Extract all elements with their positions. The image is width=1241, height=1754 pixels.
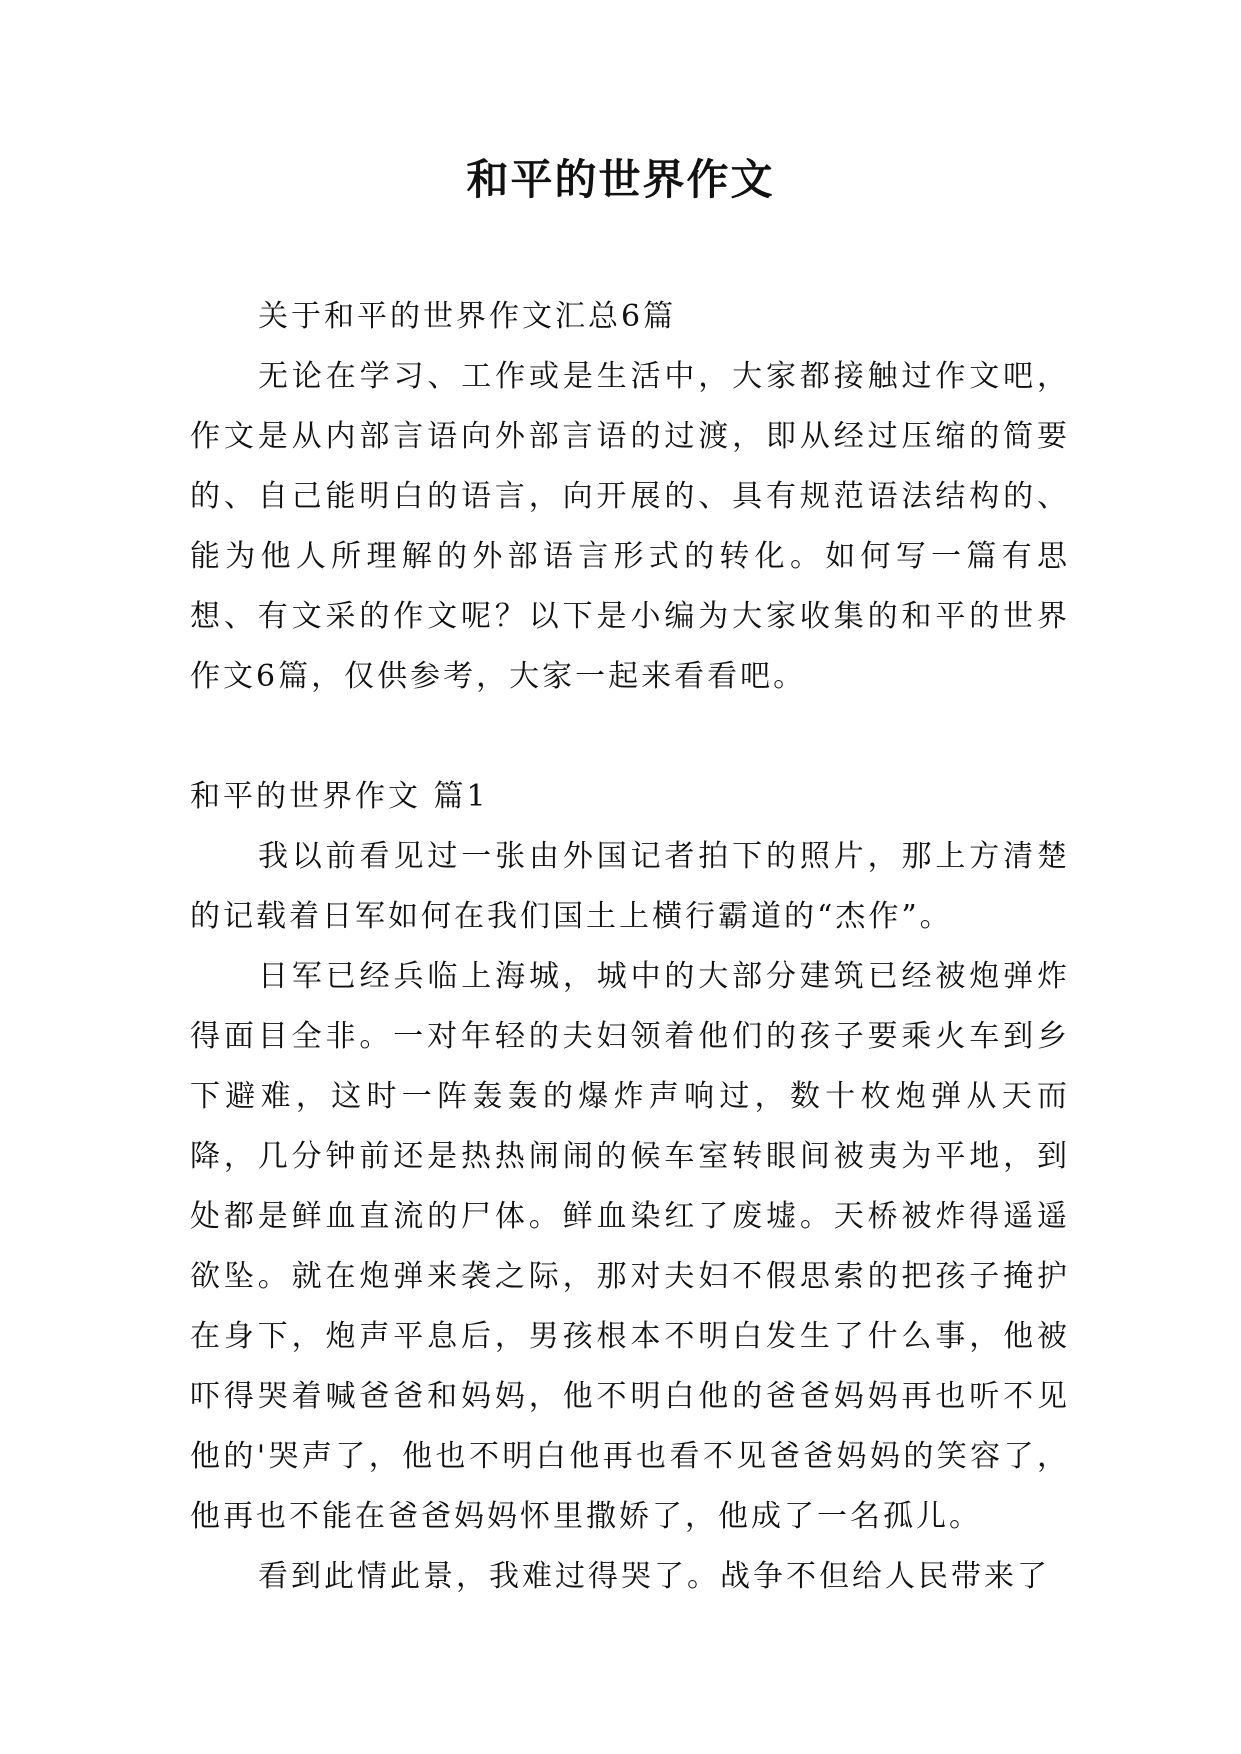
document-body bbox=[190, 287, 1070, 1607]
document-title: 和平的世界作文 bbox=[466, 155, 775, 204]
intro-paragraph: 无论在学习、工作或是生活中，大家都接触过作文吧，作文是从内部言语向外部言语的过渡，即从经过压缩的简要的、自己能明白的语言，向开展的、具有规范语法结构的、能为他人所理解的外部语言形式的转化。如何写一篇有思想、有文采的作文呢？以下是小编为大家收集的和平的世界作文6篇，仅供参考，大家一起来看看吧。 bbox=[190, 359, 1070, 694]
section-gap bbox=[190, 707, 1070, 767]
body-paragraph-3: 看到此情此景，我难过得哭了。战争不但给人民带来了 bbox=[258, 1559, 1050, 1594]
body-paragraph-1: 我以前看见过一张由外国记者拍下的照片，那上方清楚的记载着日军如何在我们国土上横行霸道的“杰作”。 bbox=[190, 839, 1070, 934]
body-paragraph-2: 日军已经兵临上海城，城中的大部分建筑已经被炮弹炸得面目全非。一对年轻的夫妇领着他们的孩子要乘火车到乡下避难，这时一阵轰轰的爆炸声响过，数十枚炮弹从天而降，几分钟前还是热热闹闹的候车室转眼间被夷为平地，到处都是鲜血直流的尸体。鲜血染红了废墟。天桥被炸得遥遥欲坠。就在炮弹来袭之际，那对夫妇不假思索的把孩子掩护在身下，炮声平息后，男孩根本不明白发生了什么事，他被吓得哭着喊爸爸和妈妈，他不明白他的爸爸妈妈再也听不见他的'哭声了，他也不明白他再也看不见爸爸妈妈的笑容了，他再也不能在爸爸妈妈怀里撒娇了，他成了一名孤儿。 bbox=[190, 959, 1070, 1534]
section-heading: 和平的世界作文 篇1 bbox=[190, 779, 489, 814]
document-subtitle: 关于和平的世界作文汇总6篇 bbox=[258, 299, 677, 334]
